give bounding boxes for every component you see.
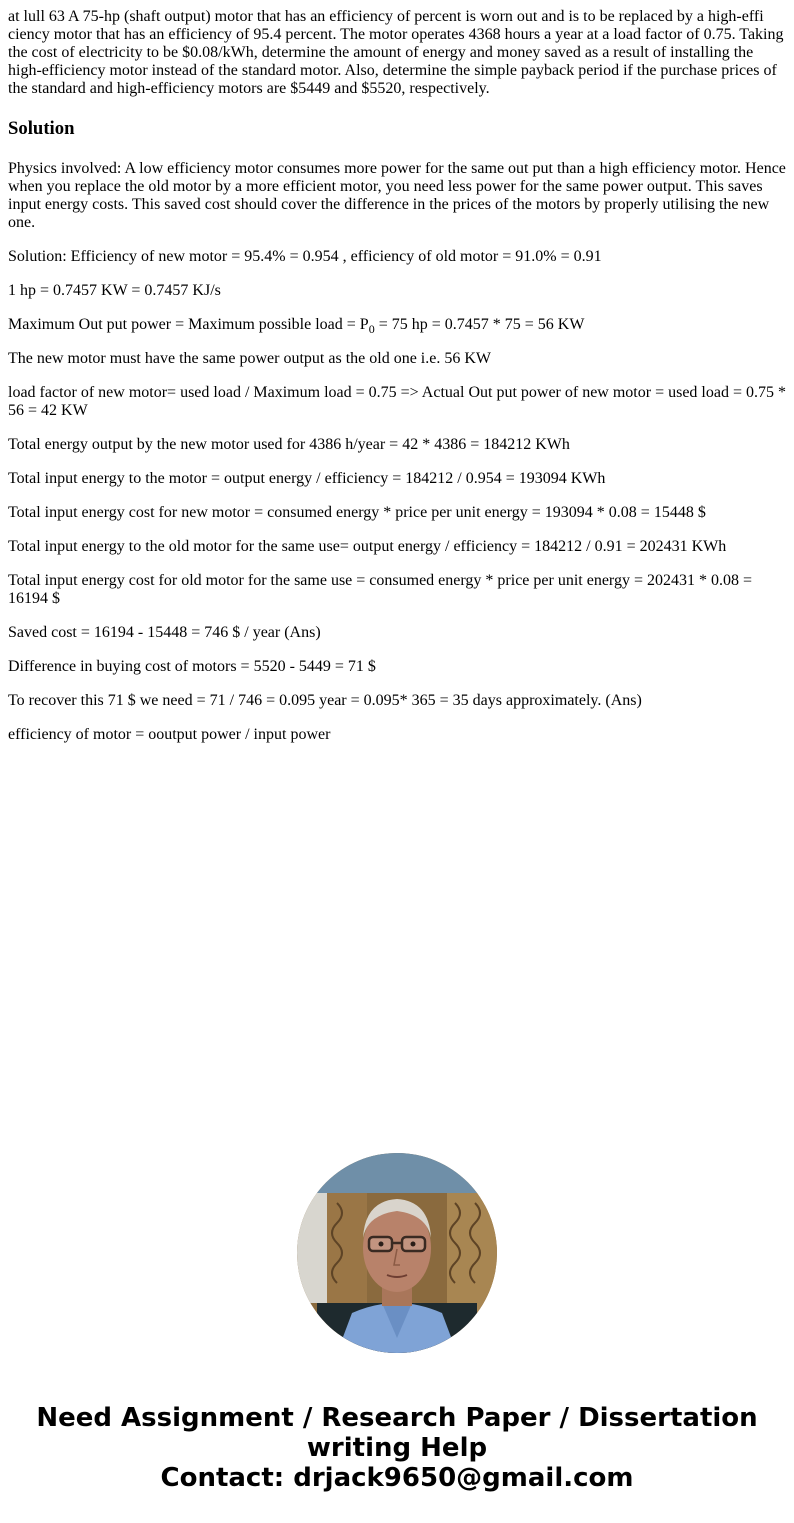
- avatar: [297, 1153, 497, 1353]
- max-power-text-a: Maximum Out put power = Maximum possible load = P: [8, 316, 369, 333]
- question-text: at lull 63 A 75-hp (shaft output) motor that has an efficiency of percent is worn out and is to be replaced by a high-effi ciency motor that has an efficiency of 95.4 percent. The motor operates 4368 hours a year at a load factor of 0.75. Taking the cost of electricity to be $0.08/kWh, determine the amount of energy and money saved as a result of installing the high-efficiency motor instead of the standard motor. Also, determine the simple payback period if the purchase prices of the standard and high-efficiency motors are $5449 and $5520, respectively.: [8, 8, 784, 97]
- hp-conversion-line: 1 hp = 0.7457 KW = 0.7457 KJ/s: [8, 282, 221, 299]
- cost-new-line: Total input energy cost for new motor = consumed energy * price per unit energy = 193094 * 0.08 = 15448 $: [8, 504, 706, 521]
- max-power-line: [8, 316, 788, 337]
- physics-paragraph: Physics involved: A low efficiency motor consumes more power for the same out put than a high efficiency motor. Hence when you replace the old motor by a more efficient motor, you need less power for the same power output. This saves input energy costs. This saved cost should cover the difference in the prices of the motors by properly utilising the new one.: [8, 160, 786, 231]
- promo-contact-line: Contact: drjack9650@gmail.com: [160, 1463, 634, 1493]
- avatar-portrait-image: [297, 1153, 497, 1353]
- input-energy-old-line: Total input energy to the old motor for the same use= output energy / efficiency = 184212 / 0.91 = 202431 KWh: [8, 538, 727, 555]
- payback-line: To recover this 71 $ we need = 71 / 746 = 0.095 year = 0.095* 365 = 35 days approximately. (Ans): [8, 692, 642, 709]
- max-power-subscript: 0: [368, 322, 375, 337]
- solution-heading: Solution: [8, 118, 75, 139]
- promo-footer: [0, 1403, 794, 1493]
- promo-line-2: writing Help: [306, 1433, 488, 1463]
- cost-old-line: Total input energy cost for old motor for the same use = consumed energy * price per unit energy = 202431 * 0.08 = 16194 $: [8, 572, 753, 607]
- max-power-text-b: = 75 hp = 0.7457 * 75 = 56 KW: [374, 316, 585, 333]
- promo-line-1: Need Assignment / Research Paper / Dissertation: [36, 1403, 758, 1433]
- solution-document: [8, 8, 788, 760]
- input-energy-new-line: Total input energy to the motor = output energy / efficiency = 184212 / 0.954 = 193094 KWh: [8, 470, 606, 487]
- same-output-line: The new motor must have the same power output as the old one i.e. 56 KW: [8, 350, 491, 367]
- energy-output-line: Total energy output by the new motor used for 4386 h/year = 42 * 4386 = 184212 KWh: [8, 436, 570, 453]
- price-difference-line: Difference in buying cost of motors = 5520 - 5449 = 71 $: [8, 658, 376, 675]
- saved-cost-line: Saved cost = 16194 - 15448 = 746 $ / year (Ans): [8, 624, 321, 641]
- efficiency-definition-line: efficiency of motor = ooutput power / input power: [8, 726, 331, 743]
- efficiency-line: Solution: Efficiency of new motor = 95.4% = 0.954 , efficiency of old motor = 91.0% = 0.91: [8, 248, 602, 265]
- load-factor-line: load factor of new motor= used load / Maximum load = 0.75 => Actual Out put power of new motor = used load = 0.75 * 56 = 42 KW: [8, 384, 786, 419]
